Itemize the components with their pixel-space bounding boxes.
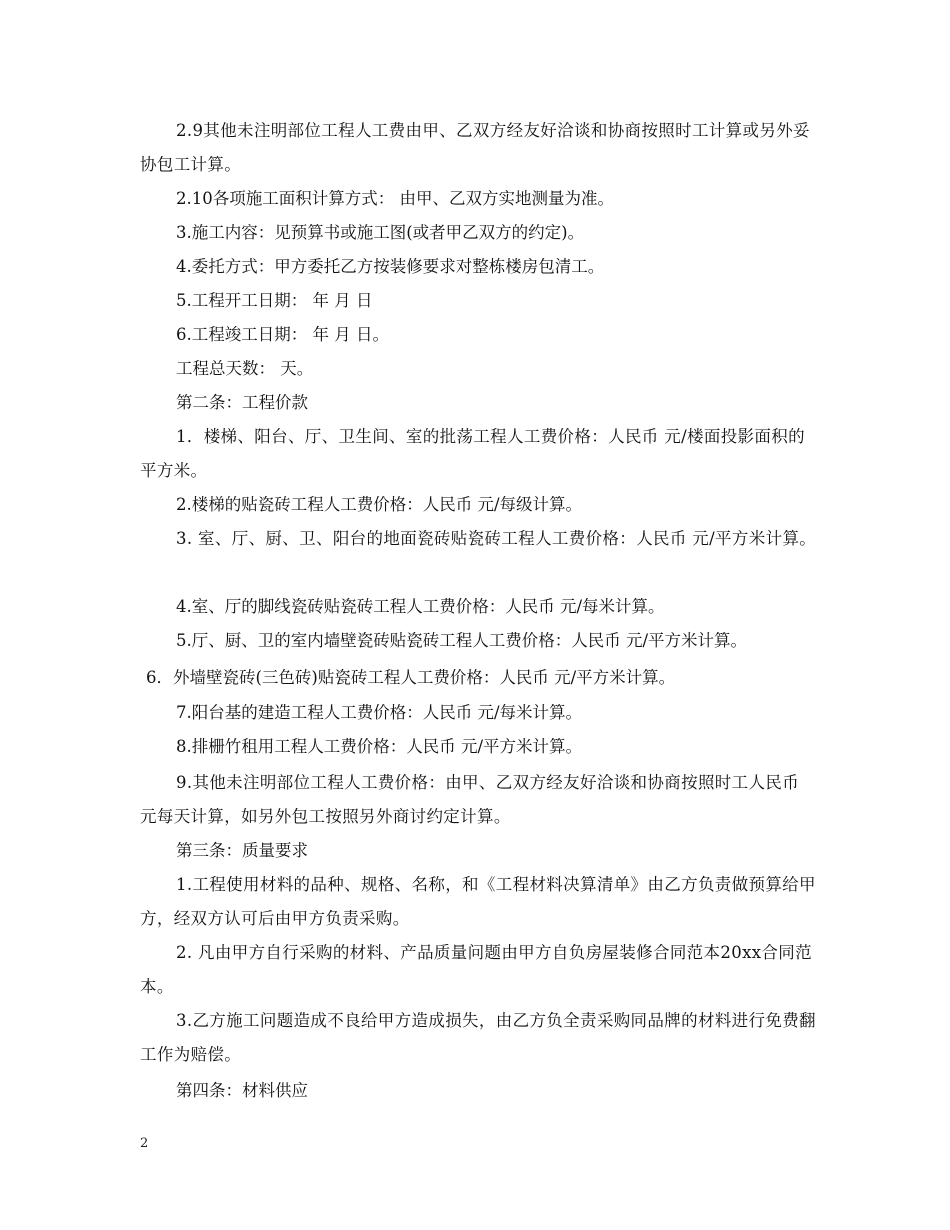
- clause-2-9: 2.9其他未注明部位工程人工费由甲、乙双方经友好洽谈和协商按照时工计算或另外妥协包工计算。: [140, 121, 810, 174]
- price-item-5: 5.厅、厨、卫的室内墙壁瓷砖贴瓷砖工程人工费价格：人民币 元/平方米计算。: [176, 631, 748, 650]
- total-days: 工程总天数： 天。: [176, 359, 314, 378]
- clause-5: 5.工程开工日期： 年 月 日: [176, 291, 373, 310]
- clause-3: 3.施工内容：见预算书或施工图(或者甲乙双方的约定)。: [176, 223, 585, 242]
- price-item-3: 3. 室、厅、厨、卫、阳台的地面瓷砖贴瓷砖工程人工费价格：人民币 元/平方米计算。: [176, 529, 817, 548]
- clause-6: 6.工程竣工日期： 年 月 日。: [176, 325, 389, 344]
- price-item-7: 7.阳台基的建造工程人工费价格：人民币 元/每米计算。: [176, 703, 583, 722]
- quality-item-1: 1.工程使用材料的品种、规格、名称，和《工程材料决算清单》由乙方负责做预算给甲方，经双方认可后由甲方负责采购。: [140, 875, 816, 928]
- article-2-heading: 第二条：工程价款: [176, 393, 308, 412]
- clause-2-10: 2.10各项施工面积计算方式： 由甲、乙双方实地测量为准。: [176, 189, 614, 208]
- price-item-2: 2.楼梯的贴瓷砖工程人工费价格：人民币 元/每级计算。: [176, 495, 583, 514]
- quality-item-3: 3.乙方施工问题造成不良给甲方造成损失，由乙方负全责采购同品牌的材料进行免费翻工作为赔偿。: [140, 1011, 816, 1064]
- article-3-heading: 第三条：质量要求: [176, 841, 308, 860]
- price-item-1: 1．楼梯、阳台、厅、卫生间、室的批荡工程人工费价格：人民币 元/楼面投影面积的平方米。: [140, 427, 805, 480]
- price-item-8: 8.排栅竹租用工程人工费价格：人民币 元/平方米计算。: [176, 737, 583, 756]
- price-item-9: 9.其他未注明部位工程人工费价格：由甲、乙双方经友好洽谈和协商按照时工人民币 元每天计算，如另外包工按照另外商讨约定计算。: [140, 773, 800, 826]
- clause-4: 4.委托方式：甲方委托乙方按装修要求对整栋楼房包清工。: [176, 257, 605, 276]
- price-item-6: 6．外墙壁瓷砖(三色砖)贴瓷砖工程人工费价格：人民币 元/平方米计算。: [146, 668, 676, 687]
- price-item-4: 4.室、厅的脚线瓷砖贴瓷砖工程人工费价格：人民币 元/每米计算。: [176, 597, 665, 616]
- page-number: 2: [140, 1136, 149, 1151]
- article-4-heading: 第四条：材料供应: [176, 1081, 308, 1100]
- quality-item-2: 2. 凡由甲方自行采购的材料、产品质量问题由甲方自负房屋装修合同范本20xx合同范本。: [140, 943, 812, 996]
